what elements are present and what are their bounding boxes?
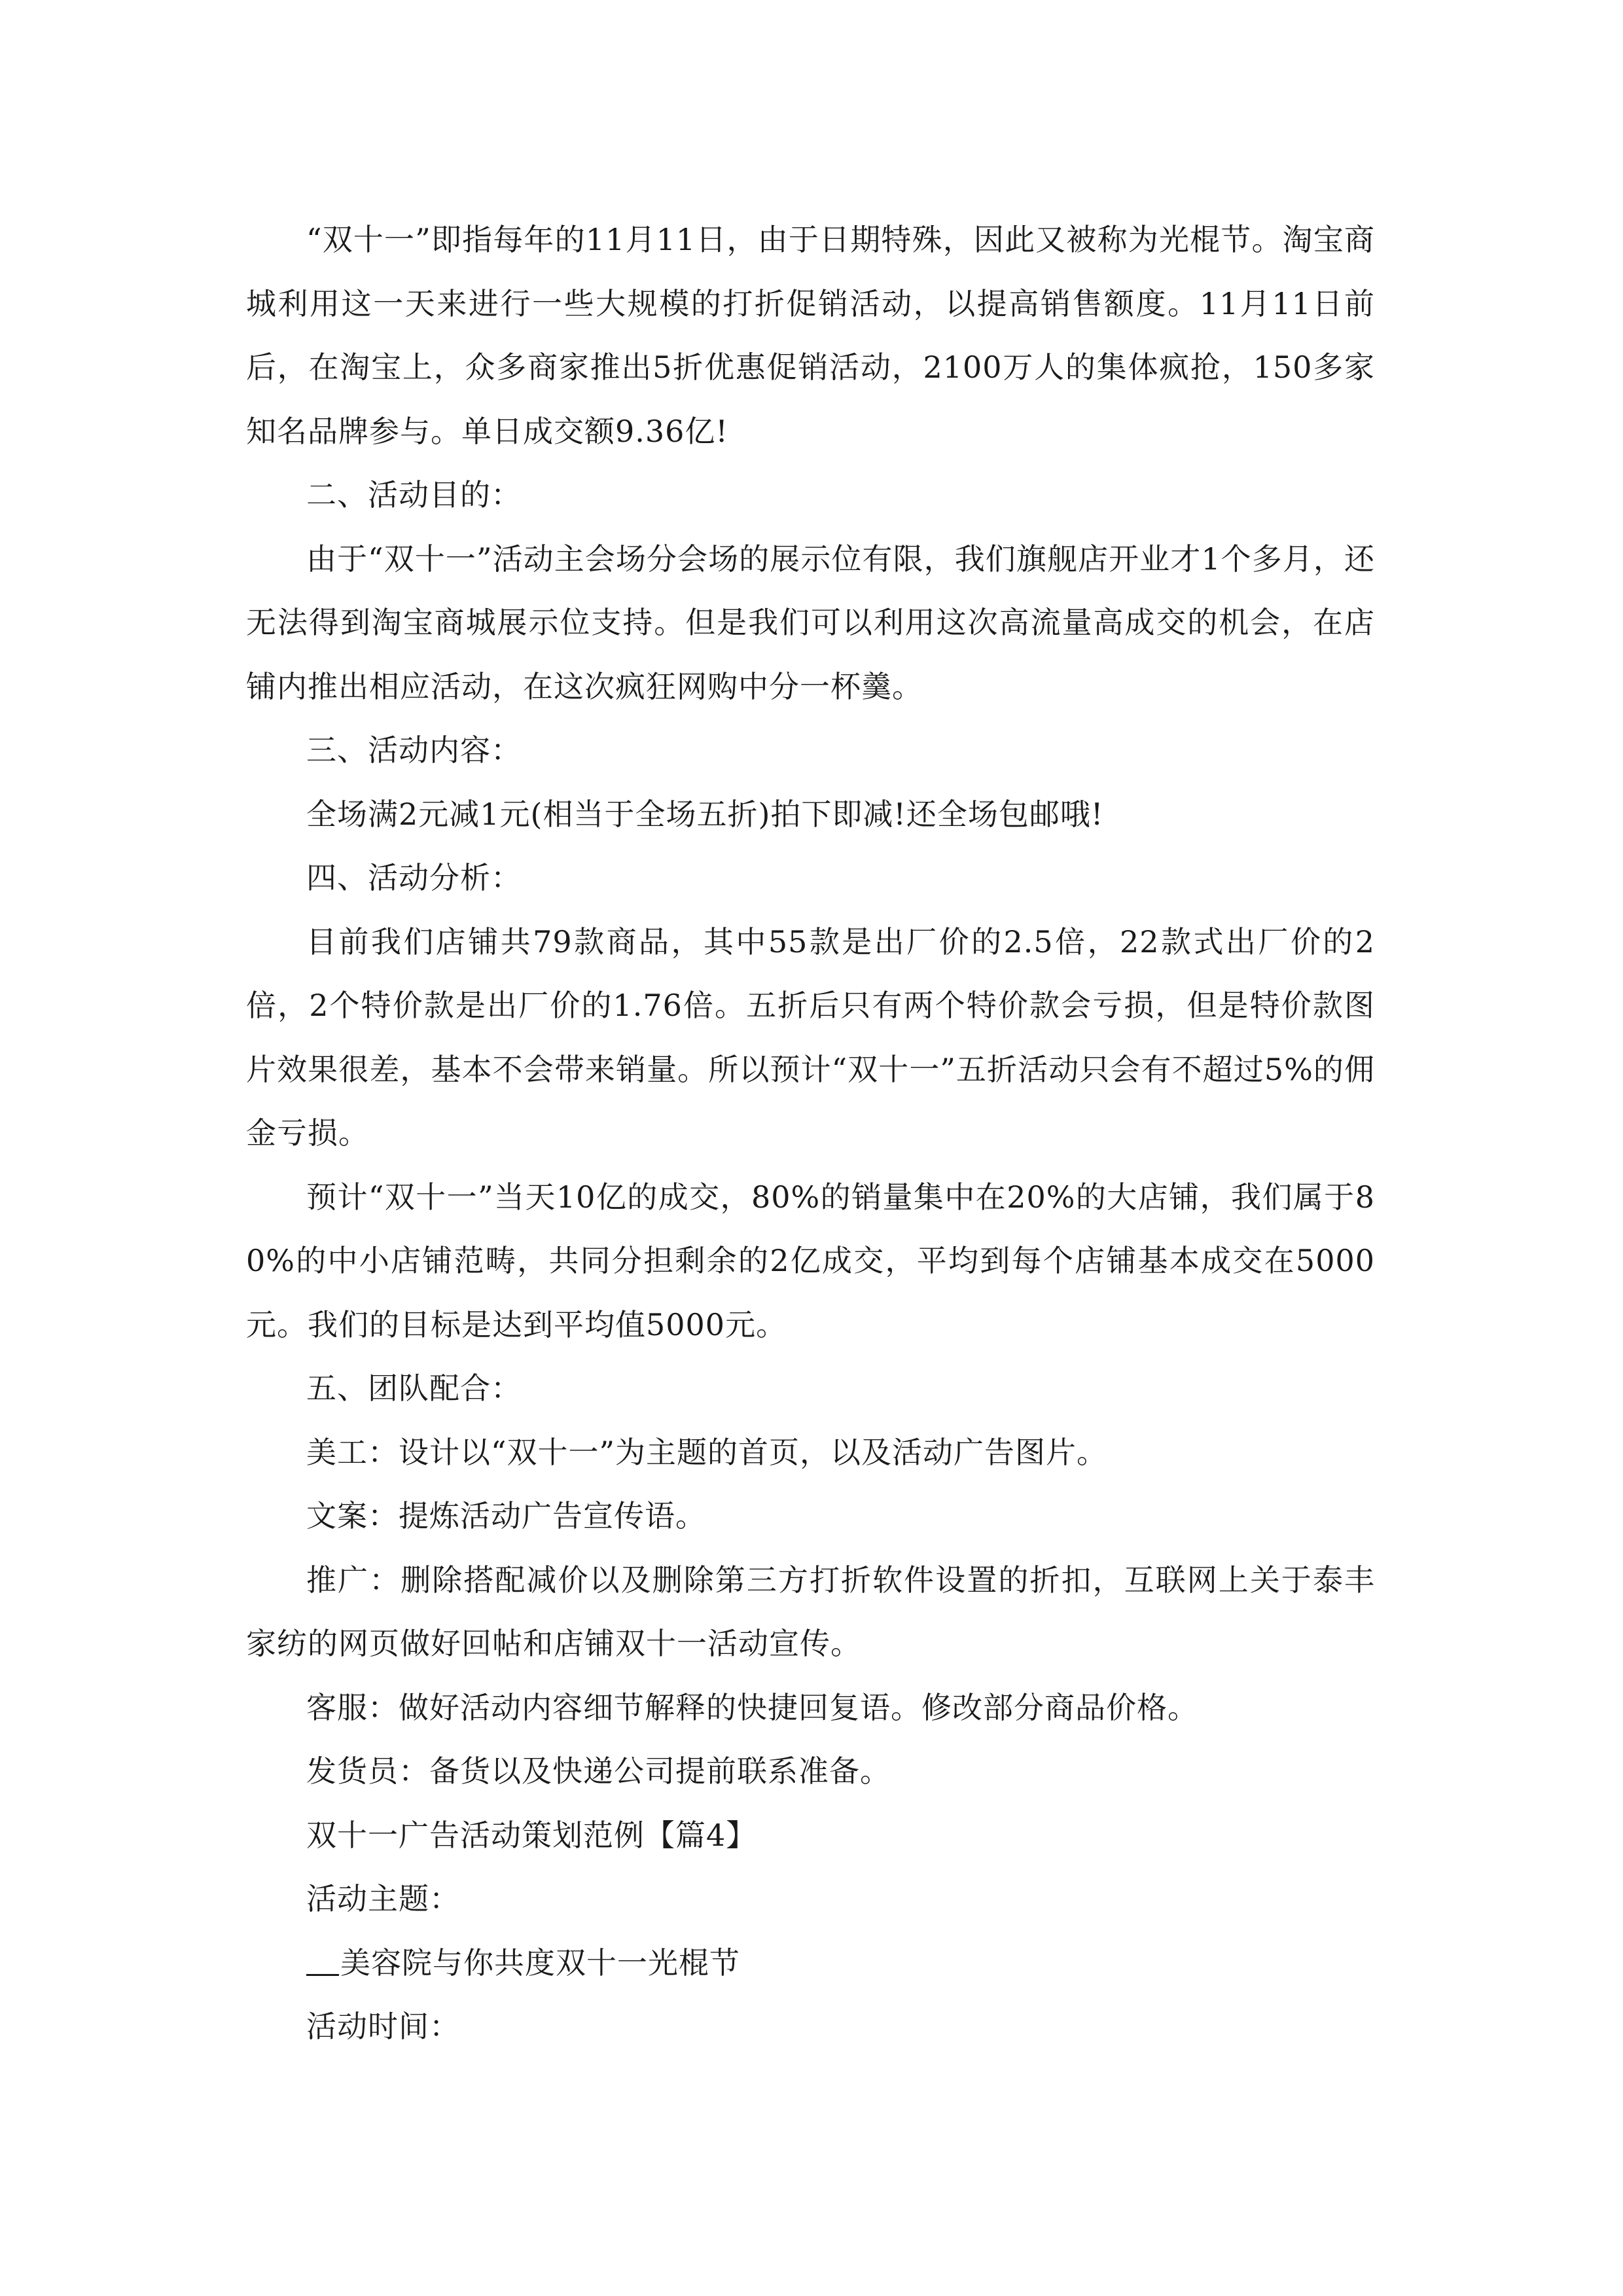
team-shipping: 发货员：备货以及快递公司提前联系准备。 [306, 1753, 891, 1789]
article-title-part-4: 双十一广告活动策划范例【篇4】 [306, 1817, 757, 1853]
content-paragraph: 全场满2元减1元(相当于全场五折)拍下即减!还全场包邮哦! [306, 796, 1104, 832]
analysis-paragraph-2: 预计“双十一”当天10亿的成交，80%的销量集中在20%的大店铺，我们属于80%的中小店铺范畴，共同分担剩余的2亿成交，平均到每个店铺基本成交在5000元。我们的目标是达到平均值5000元。 [246, 1179, 1375, 1342]
section-heading-content: 三、活动内容： [306, 732, 522, 768]
blank-fill-line [306, 1948, 339, 1976]
goal-paragraph: 由于“双十一”活动主会场分会场的展示位有限，我们旗舰店开业才1个多月，还无法得到淘宝商城展示位支持。但是我们可以利用这次高流量高成交的机会，在店铺内推出相应活动，在这次疯狂网购中分一杯羹。 [246, 541, 1375, 704]
section-heading-goal: 二、活动目的： [306, 477, 522, 512]
intro-paragraph: “双十一”即指每年的11月11日，由于日期特殊，因此又被称为光棍节。淘宝商城利用这一天来进行一些大规模的打折促销活动，以提高销售额度。11月11日前后，在淘宝上，众多商家推出5折优惠促销活动，2100万人的集体疯抢，150多家知名品牌参与。单日成交额9.36亿! [246, 222, 1375, 449]
section-heading-team: 五、团队配合： [306, 1371, 522, 1406]
activity-theme-label: 活动主题： [306, 1881, 460, 1916]
team-promotion: 推广：删除搭配减价以及删除第三方打折软件设置的折扣，互联网上关于泰丰家纺的网页做好回帖和店铺双十一活动宣传。 [246, 1562, 1375, 1661]
activity-time-label: 活动时间： [306, 2009, 460, 2044]
activity-theme-text: 美容院与你共度双十一光棍节 [340, 1945, 740, 1981]
section-heading-analysis: 四、活动分析： [306, 860, 522, 895]
team-copywriter: 文案：提炼活动广告宣传语。 [306, 1498, 706, 1534]
team-designer: 美工：设计以“双十一”为主题的首页，以及活动广告图片。 [306, 1434, 1108, 1470]
team-customer-service: 客服：做好活动内容细节解释的快捷回复语。修改部分商品价格。 [306, 1689, 1198, 1725]
analysis-paragraph-1: 目前我们店铺共79款商品，其中55款是出厂价的2.5倍，22款式出厂价的2倍，2个特价款是出厂价的1.76倍。五折后只有两个特价款会亏损，但是特价款图片效果很差，基本不会带来销量。所以预计“双十一”五折活动只会有不超过5%的佣金亏损。 [246, 924, 1375, 1151]
document-page [246, 208, 1375, 2059]
activity-theme-line [246, 1931, 1375, 1996]
